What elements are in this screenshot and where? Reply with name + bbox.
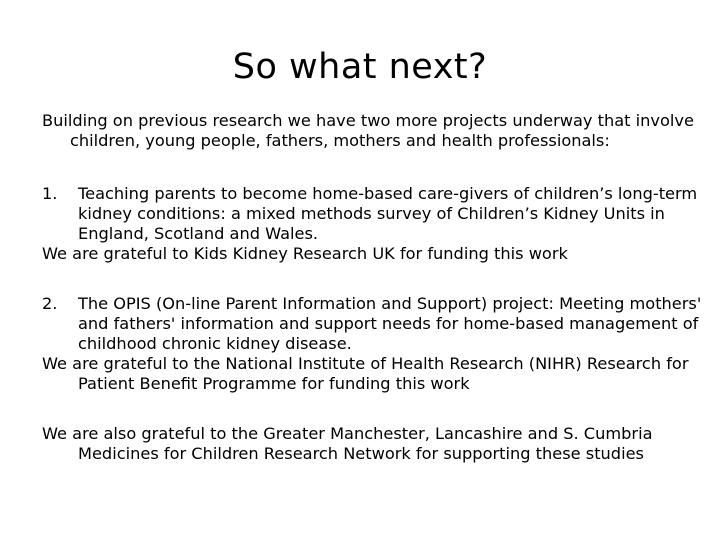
project-acknowledgement-1: We are grateful to Kids Kidney Research UK for funding this work xyxy=(42,244,568,263)
closing-acknowledgement: We are also grateful to the Greater Manchester, Lancashire and S. Cumbria Medicines for Children Research Network for supporting these studies xyxy=(42,424,653,463)
slide-body xyxy=(42,111,702,464)
project-item-1 xyxy=(42,184,702,244)
intro-paragraph: Building on previous research we have two more projects underway that involve children, young people, fathers, mothers and health professionals: xyxy=(42,111,694,150)
slide-title: So what next? xyxy=(232,47,488,87)
project-description-1: Teaching parents to become home-based care-givers of children’s long-term kidney conditions: a mixed methods survey of Children’s Kidney Units in England, Scotland and Wales. xyxy=(78,184,698,243)
project-acknowledgement-2: We are grateful to the National Institute of Health Research (NIHR) Research for Patient Benefit Programme for funding this work xyxy=(42,354,689,393)
project-number-2: 2. xyxy=(42,294,58,313)
project-item-2 xyxy=(42,294,702,354)
project-number-1: 1. xyxy=(42,184,58,203)
project-description-2: The OPIS (On-line Parent Information and Support) project: Meeting mothers' and fathers' information and support needs for home-based management of childhood chronic kidney disease. xyxy=(78,294,702,353)
